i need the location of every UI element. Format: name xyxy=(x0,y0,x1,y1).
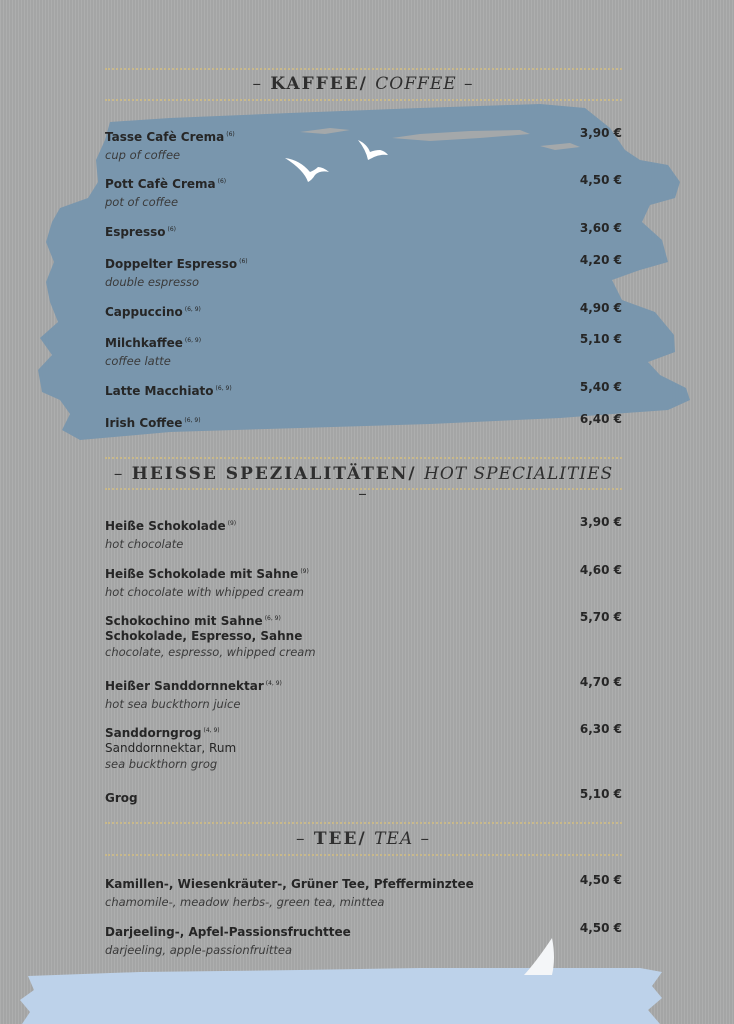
item-desc-en: hot chocolate xyxy=(105,537,184,551)
section-heading-tea: – TEE/ TEA – xyxy=(295,829,432,849)
item-note: (9) xyxy=(227,520,237,527)
item-name: Latte Macchiato xyxy=(105,384,214,398)
item-note: (9) xyxy=(300,568,309,575)
item-price: 5,40 € xyxy=(579,380,622,394)
item-desc-en: pot of coffee xyxy=(105,195,179,209)
heading-de: KAFFEE/ xyxy=(270,74,368,94)
menu-item xyxy=(105,921,622,958)
item-price: 6,30 € xyxy=(579,722,622,736)
item-desc-en: cup of coffee xyxy=(105,148,181,162)
item-name: Sanddorngrog xyxy=(105,726,202,740)
item-sub-de: Schokolade, Espresso, Sahne xyxy=(105,629,303,643)
item-price: 3,90 € xyxy=(579,515,622,529)
section-rule xyxy=(105,488,622,490)
section-rule xyxy=(105,68,622,70)
item-note: (6, 9) xyxy=(184,417,201,424)
item-name: Cappuccino xyxy=(105,305,183,319)
heading-en: TEA xyxy=(374,829,414,849)
item-note: (6, 9) xyxy=(184,306,201,313)
menu-item xyxy=(105,332,622,369)
item-name: Irish Coffee xyxy=(105,416,183,430)
menu-item xyxy=(105,610,622,660)
item-note: (6, 9) xyxy=(264,615,281,622)
menu-item xyxy=(105,873,622,910)
item-note: (6, 9) xyxy=(184,337,202,344)
item-price: 5,10 € xyxy=(579,332,622,346)
item-price: 6,40 € xyxy=(579,412,622,426)
menu-item xyxy=(105,221,622,240)
item-name: Heiße Schokolade xyxy=(105,519,226,533)
menu-item xyxy=(105,380,622,399)
item-name: Schokochino mit Sahne xyxy=(105,614,263,628)
menu-item xyxy=(105,173,622,210)
item-name: Pott Cafè Crema xyxy=(105,177,216,191)
item-price: 5,10 € xyxy=(579,787,622,801)
item-note: (6, 9) xyxy=(215,385,232,392)
item-price: 4,50 € xyxy=(579,921,622,935)
menu-item xyxy=(105,722,622,772)
item-price: 4,60 € xyxy=(579,563,622,577)
section-rule xyxy=(105,822,622,824)
item-desc-en: sea buckthorn grog xyxy=(105,757,218,771)
menu-item xyxy=(105,515,622,552)
item-price: 5,70 € xyxy=(579,610,622,624)
menu-item xyxy=(105,126,622,163)
item-desc-en: double espresso xyxy=(105,275,200,289)
item-desc-en: chamomile-, meadow herbs-, green tea, minttea xyxy=(105,895,385,909)
menu-item xyxy=(105,787,622,806)
item-name: Kamillen-, Wiesenkräuter-, Grüner Tee, Pfefferminztee xyxy=(105,877,474,891)
item-desc-en: coffee latte xyxy=(105,354,171,368)
item-note: (6) xyxy=(167,226,177,233)
item-name: Doppelter Espresso xyxy=(105,257,238,271)
section-heading-hot-specialities: – HEISSE SPEZIALITÄTEN/ HOT SPECIALITIES – xyxy=(113,464,614,504)
section-rule xyxy=(105,457,622,459)
item-price: 4,90 € xyxy=(579,301,622,315)
menu-item xyxy=(105,675,622,712)
item-price: 4,20 € xyxy=(579,253,622,267)
item-desc-en: darjeeling, apple-passionfruittea xyxy=(105,943,293,957)
heading-en: HOT SPECIALITIES xyxy=(424,464,614,484)
item-price: 3,90 € xyxy=(579,126,622,140)
item-desc-en: chocolate, espresso, whipped cream xyxy=(105,645,316,659)
menu-item xyxy=(105,301,622,320)
item-name: Darjeeling-, Apfel-Passionsfruchttee xyxy=(105,925,351,939)
menu-item xyxy=(105,563,622,600)
item-name: Milchkaffee xyxy=(105,336,183,350)
item-desc-en: hot chocolate with whipped cream xyxy=(105,585,304,599)
heading-en: COFFEE xyxy=(375,74,457,94)
section-rule xyxy=(105,854,622,856)
heading-de: TEE/ xyxy=(313,829,367,849)
section-heading-coffee: – KAFFEE/ COFFEE – xyxy=(252,74,475,94)
item-name: Tasse Cafè Crema xyxy=(105,130,225,144)
item-price: 4,70 € xyxy=(579,675,622,689)
item-note: (4, 9) xyxy=(203,727,220,734)
item-name: Heiße Schokolade mit Sahne xyxy=(105,567,299,581)
item-sub-de: Sanddornnektar, Rum xyxy=(105,741,237,755)
item-note: (4, 9) xyxy=(265,680,282,687)
item-name: Heißer Sanddornnektar xyxy=(105,679,264,693)
item-name: Grog xyxy=(105,791,138,805)
item-desc-en: hot sea buckthorn juice xyxy=(105,697,241,711)
section-rule xyxy=(105,99,622,101)
item-price: 3,60 € xyxy=(579,221,622,235)
item-note: (6) xyxy=(217,178,227,185)
item-note: (6) xyxy=(226,131,235,138)
heading-de: HEISSE SPEZIALITÄTEN/ xyxy=(131,464,417,484)
menu-item xyxy=(105,412,622,431)
item-price: 4,50 € xyxy=(579,173,622,187)
item-name: Espresso xyxy=(105,225,166,239)
item-price: 4,50 € xyxy=(579,873,622,887)
menu-item xyxy=(105,253,622,290)
item-note: (6) xyxy=(239,258,248,265)
